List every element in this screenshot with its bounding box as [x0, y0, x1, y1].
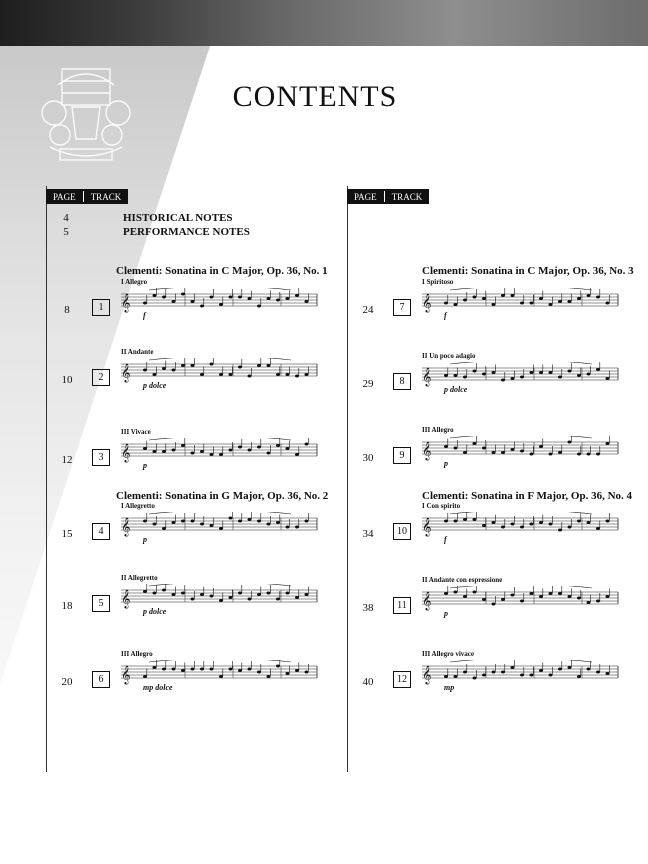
top-banner [0, 0, 648, 46]
publisher-seal-logo [40, 55, 132, 167]
movement-title: II Andante con espressione [422, 576, 503, 584]
track-number: 2 [92, 369, 110, 386]
page-number: 12 [61, 454, 73, 466]
svg-text:𝄞: 𝄞 [422, 665, 432, 684]
dynamic-marking: f [444, 535, 447, 544]
page-number: 15 [61, 528, 73, 540]
notes-title: PERFORMANCE NOTES [123, 226, 250, 238]
music-incipit [422, 512, 622, 548]
music-incipit [121, 288, 321, 324]
contents-entry[interactable] [46, 278, 346, 334]
page-number: 10 [61, 374, 73, 386]
contents-entry[interactable] [46, 650, 346, 706]
track-number: 7 [393, 299, 411, 316]
track-number: 6 [92, 671, 110, 688]
dynamic-marking: p dolce [143, 607, 167, 616]
svg-text:𝄞: 𝄞 [121, 517, 131, 536]
track-number: 10 [393, 523, 411, 540]
contents-column-right [347, 186, 647, 772]
page-number: 20 [61, 676, 73, 688]
movement-title: I Spiritoso [422, 278, 454, 286]
dynamic-marking: mp [444, 683, 455, 692]
dynamic-marking: mp dolce [143, 683, 173, 692]
dynamic-marking: f [143, 311, 146, 320]
movement-title: II Allegretto [121, 574, 158, 582]
page-number: 18 [61, 600, 73, 612]
music-incipit [422, 288, 622, 324]
svg-text:𝄞: 𝄞 [121, 665, 131, 684]
contents-entry[interactable] [46, 502, 346, 558]
page-number: 8 [64, 304, 70, 316]
page-header-label: PAGE [354, 191, 377, 202]
music-incipit [121, 512, 321, 548]
svg-text:𝄞: 𝄞 [121, 443, 131, 462]
contents-entry[interactable] [347, 426, 647, 482]
svg-text:𝄞: 𝄞 [121, 363, 131, 382]
track-number: 8 [393, 373, 411, 390]
track-header-label: TRACK [391, 191, 423, 202]
dynamic-marking: p [444, 459, 448, 468]
column-header [46, 189, 128, 204]
music-incipit [422, 586, 622, 622]
movement-title: III Allegro vivace [422, 650, 474, 658]
movement-title: II Andante [121, 348, 154, 356]
movement-title: III Allegro [121, 650, 153, 658]
track-number: 9 [393, 447, 411, 464]
music-incipit [121, 660, 321, 696]
svg-text:𝄞: 𝄞 [121, 589, 131, 608]
contents-entry[interactable] [347, 576, 647, 632]
music-incipit [121, 438, 321, 474]
page-header-label: PAGE [53, 191, 76, 202]
svg-text:𝄞: 𝄞 [121, 293, 131, 312]
dynamic-marking: p [143, 461, 147, 470]
svg-text:𝄞: 𝄞 [422, 367, 432, 386]
piece-heading: Clementi: Sonatina in G Major, Op. 36, No. 2 [116, 490, 329, 502]
movement-title: I Con spirito [422, 502, 461, 510]
page-number: 30 [362, 452, 374, 464]
page-number: 38 [362, 602, 374, 614]
dynamic-marking: p [143, 535, 147, 544]
svg-text:𝄞: 𝄞 [422, 591, 432, 610]
svg-text:𝄞: 𝄞 [422, 293, 432, 312]
piece-heading: Clementi: Sonatina in F Major, Op. 36, No. 4 [422, 490, 633, 502]
contents-column-left [46, 186, 346, 772]
music-incipit [121, 584, 321, 620]
contents-entry[interactable] [347, 278, 647, 334]
movement-title: III Vivace [121, 428, 151, 436]
contents-entry[interactable] [46, 348, 346, 404]
svg-text:𝄞: 𝄞 [422, 517, 432, 536]
track-header-label: TRACK [90, 191, 122, 202]
movement-title: I Allegro [121, 278, 148, 286]
page-number: 29 [362, 378, 374, 390]
movement-title: III Allegro [422, 426, 454, 434]
music-incipit [121, 358, 321, 394]
contents-entry[interactable] [347, 650, 647, 706]
page-number: 4 [63, 212, 69, 224]
music-incipit [422, 436, 622, 472]
page-number: 5 [63, 226, 69, 238]
movement-title: II Un poco adagio [422, 352, 476, 360]
contents-entry[interactable] [347, 502, 647, 558]
dynamic-marking: p [444, 609, 448, 618]
page-number: 40 [362, 676, 374, 688]
dynamic-marking: p dolce [143, 381, 167, 390]
track-number: 12 [393, 671, 411, 688]
track-number: 5 [92, 595, 110, 612]
piece-heading: Clementi: Sonatina in C Major, Op. 36, No. 3 [422, 265, 634, 277]
dynamic-marking: p dolce [444, 385, 468, 394]
page-number: 34 [362, 528, 374, 540]
svg-text:𝄞: 𝄞 [422, 441, 432, 460]
contents-entry[interactable] [347, 352, 647, 408]
track-number: 11 [393, 597, 411, 614]
music-incipit [422, 660, 622, 696]
track-number: 1 [92, 299, 110, 316]
track-number: 4 [92, 523, 110, 540]
page-number: 24 [362, 304, 374, 316]
piece-heading: Clementi: Sonatina in C Major, Op. 36, No. 1 [116, 265, 328, 277]
contents-entry[interactable] [46, 574, 346, 630]
dynamic-marking: f [444, 311, 447, 320]
music-incipit [422, 362, 622, 398]
notes-title: HISTORICAL NOTES [123, 212, 233, 224]
contents-entry[interactable] [46, 428, 346, 484]
page-title: CONTENTS [232, 80, 398, 113]
movement-title: I Allegretto [121, 502, 155, 510]
column-header [347, 189, 429, 204]
track-number: 3 [92, 449, 110, 466]
